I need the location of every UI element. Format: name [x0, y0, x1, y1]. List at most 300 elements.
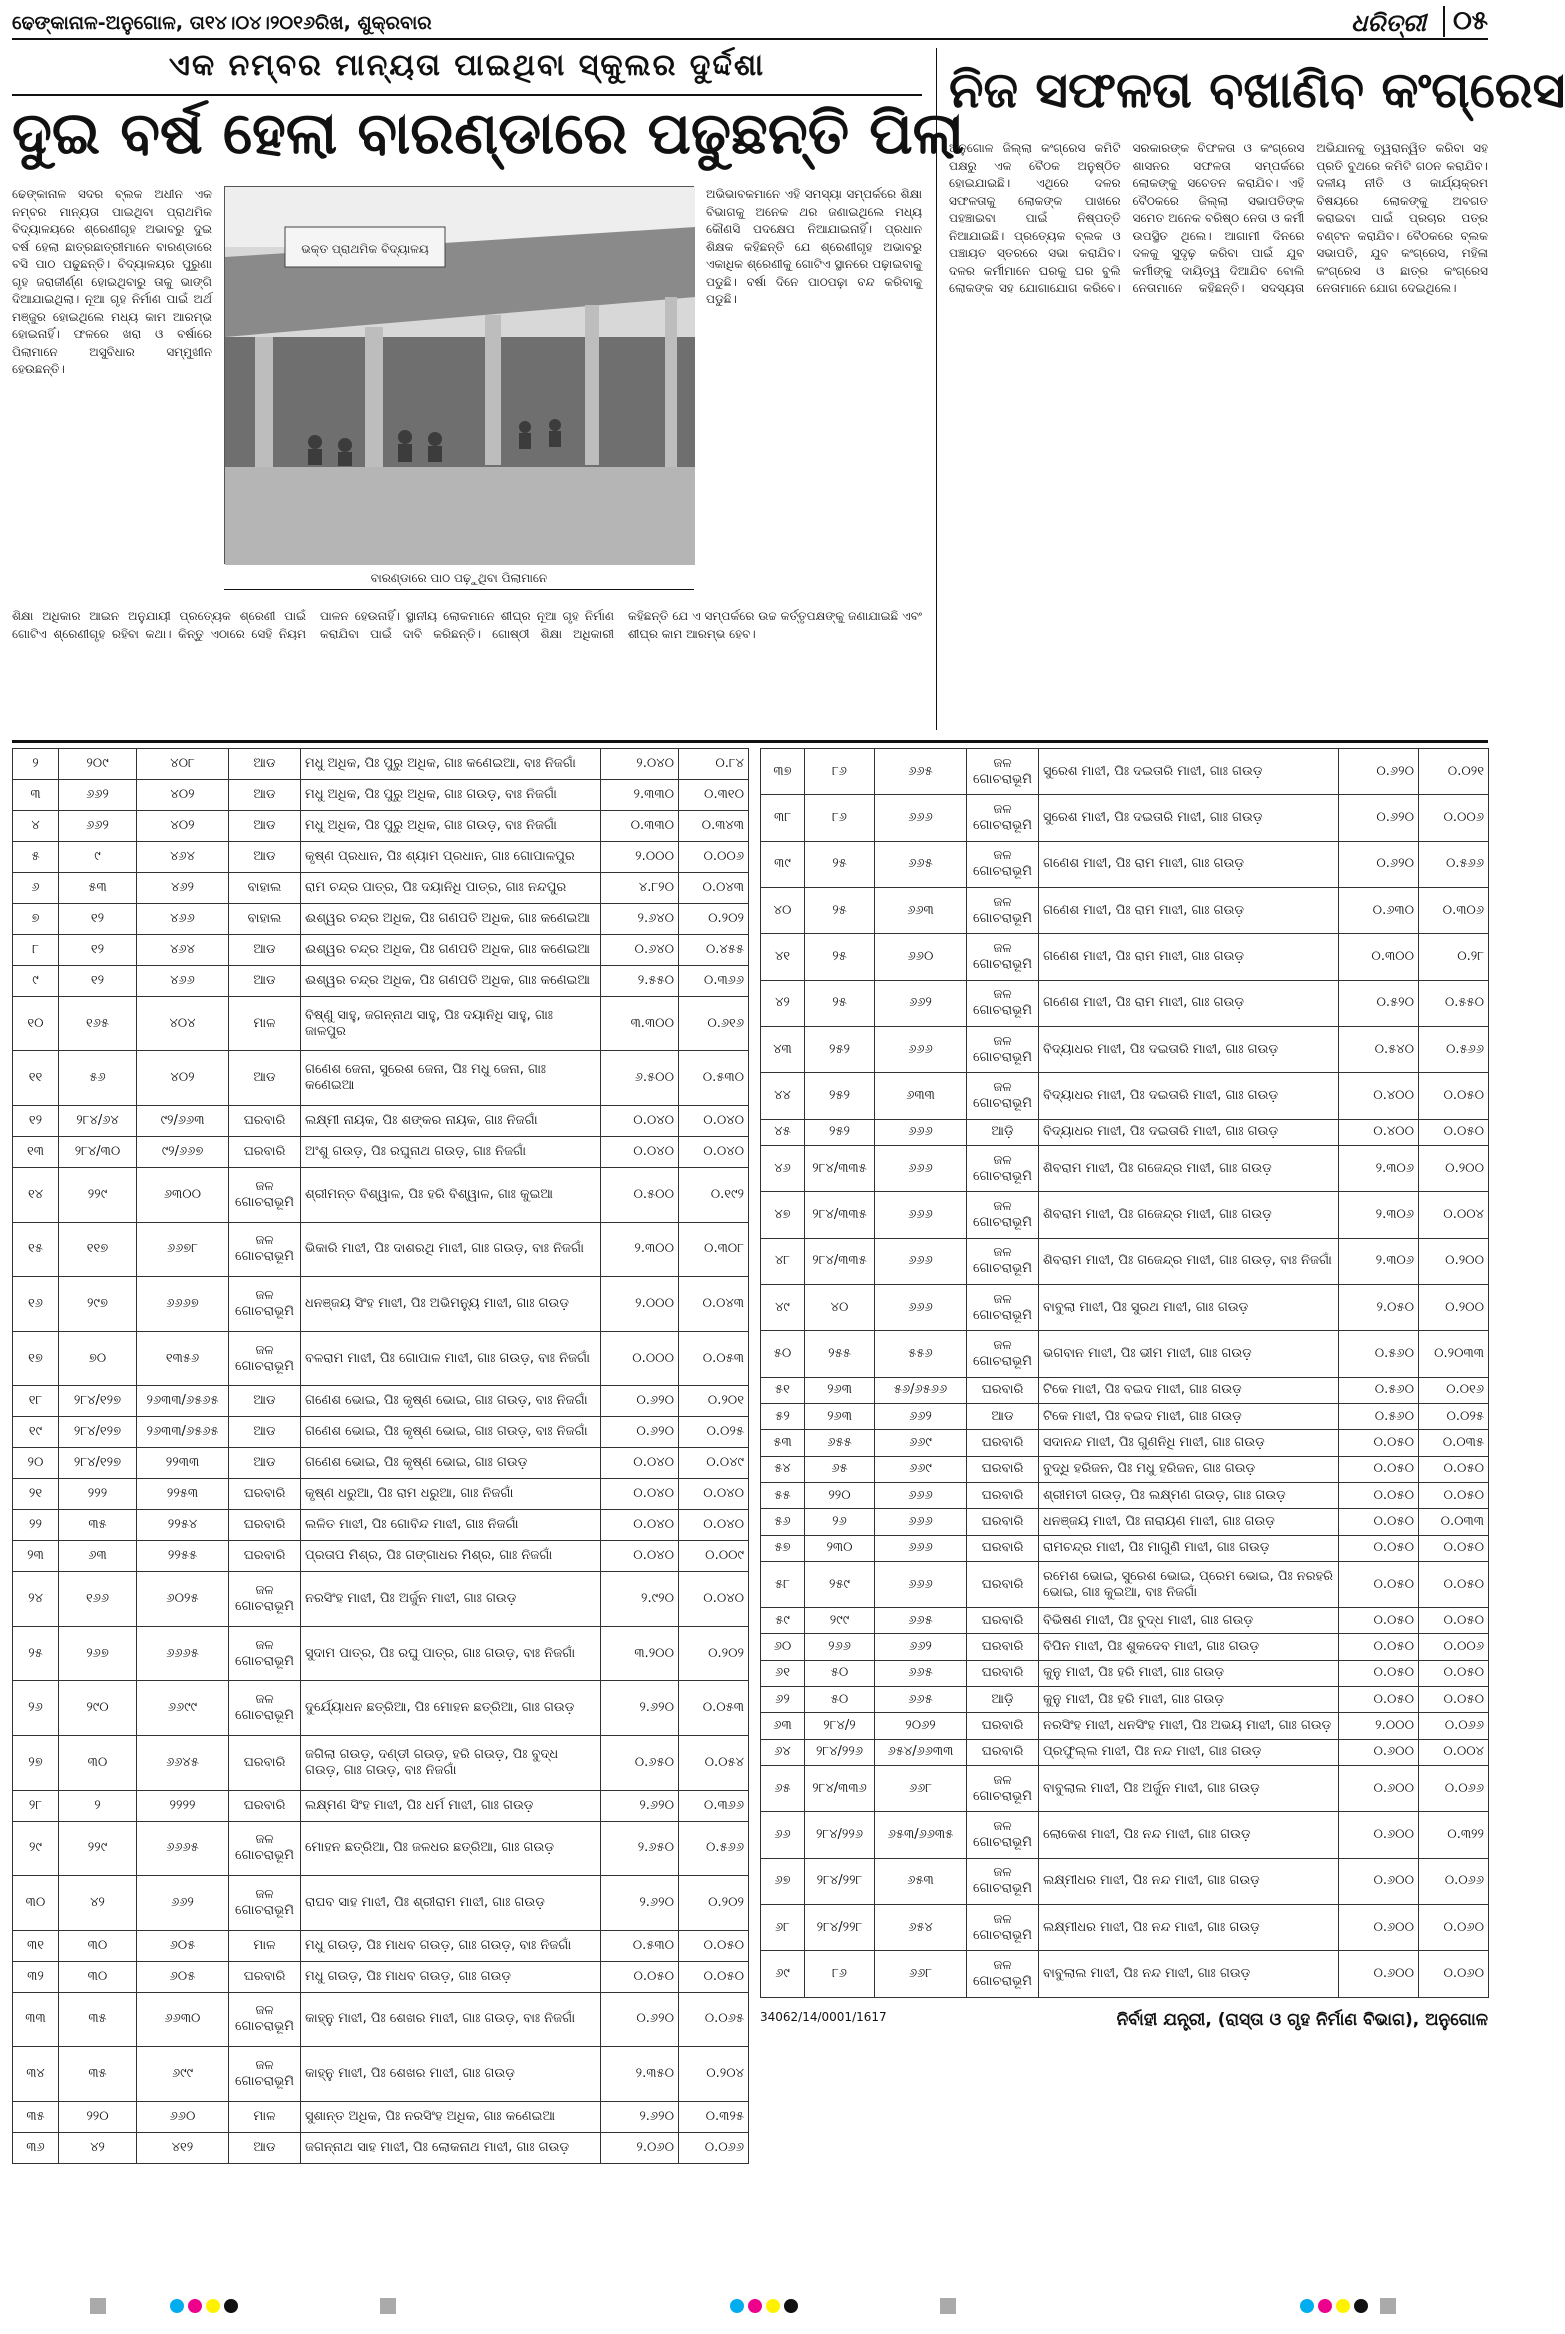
table-cell: ୦.୦୩୩	[1419, 1509, 1489, 1535]
table-cell: ଘରବାରି	[967, 1634, 1039, 1660]
table-cell: ୦.୫୬୦	[1339, 1377, 1419, 1403]
table-cell: ୦.୦୪୦	[601, 1479, 679, 1510]
table-cell: ରାଘବ ସାହ ମାଝୀ, ପିଃ ଶ୍ରୀରାମ ମାଝୀ, ଗାଃ ଗଉଡ଼	[301, 1876, 601, 1931]
table-cell: ୦.୬୨୦	[1339, 795, 1419, 841]
table-cell: ୦.୦୪୩	[679, 872, 749, 903]
table-cell: କାହ୍ନୁ ମାଝୀ, ପିଃ ଶେଖର ମାଝୀ, ଗାଃ ଗଉଡ଼	[301, 2047, 601, 2102]
table-cell: ୨୫	[13, 1626, 59, 1681]
table-row	[13, 1137, 749, 1168]
table-cell: ଜଳ ଗୋଚରାଭୂମି	[967, 1146, 1039, 1192]
school-story	[12, 48, 965, 730]
table-cell: ୮୬	[805, 1951, 875, 1998]
table-row	[13, 1930, 749, 1961]
table-cell: ୪୦	[805, 1285, 875, 1331]
table-cell: ଗଣେଶ ଜେନା, ସୁରେଶ ଜେନା, ପିଃ ମଧୁ ଜେନା, ଗାଃ କଣେଇଆ	[301, 1051, 601, 1106]
table-cell: ୩୪	[13, 2047, 59, 2102]
color-dot	[748, 2299, 762, 2313]
table-cell: ୨.୦୦୦	[601, 841, 679, 872]
table-cell: ୪୧୨	[137, 2132, 229, 2163]
table-cell: ୨୩୦	[805, 1535, 875, 1561]
table-row	[13, 810, 749, 841]
table-cell: ୨୬	[805, 1509, 875, 1535]
table-cell: ୪୩	[761, 1027, 805, 1073]
table-cell: ଆଡ	[229, 810, 301, 841]
gray-patch	[90, 2298, 106, 2314]
table-cell: ୨.୩୩୦	[601, 779, 679, 810]
table-cell: ବିପିନ ମାଝୀ, ପିଃ ଶୁକଦେବ ମାଝୀ, ଗାଃ ଗଉଡ଼	[1039, 1634, 1339, 1660]
gray-patch	[1380, 2298, 1396, 2314]
table-cell: ୬୬୮	[875, 1951, 967, 1998]
table-cell: ୨.୬୨୦	[601, 1876, 679, 1931]
table-cell: ୦.୦୫୦	[1419, 1561, 1489, 1607]
table-cell: ୫୭	[761, 1535, 805, 1561]
table-cell: ଘରବାରି	[967, 1561, 1039, 1607]
table-cell: ୪୬୪	[137, 934, 229, 965]
table-cell: ଗଣେଶ ମାଝୀ, ପିଃ ରାମ ମାଝୀ, ଗାଃ ଗଉଡ଼	[1039, 888, 1339, 934]
table-cell: ନରସିଂହ ମାଝୀ, ଧନସିଂହ ମାଝୀ, ପିଃ ଅଭୟ ମାଝୀ, ଗାଃ ଗଉଡ଼	[1039, 1713, 1339, 1739]
color-dot	[1354, 2299, 1368, 2313]
table-cell: ୦.୬୫୦	[601, 1735, 679, 1790]
table-cell: ୬୬୨	[59, 779, 137, 810]
table-cell: ୬୬୬	[875, 1192, 967, 1238]
table-cell: ମଧୁ ଗଉଡ଼, ପିଃ ମାଧବ ଗଉଡ଼, ଗାଃ ଗଉଡ଼	[301, 1961, 601, 1992]
table-cell: ବାହାଲ	[229, 872, 301, 903]
table-cell: ୭	[13, 903, 59, 934]
table-cell: ଘରବାରି	[229, 1510, 301, 1541]
table-cell: ୦.୫୬୦	[1339, 1404, 1419, 1430]
table-cell: ୪୬	[761, 1146, 805, 1192]
table-cell: ୦.୦୫୦	[1339, 1430, 1419, 1456]
table-cell: ରାମ ଚନ୍ଦ୍ର ପାତ୍ର, ପିଃ ଦୟାନିଧି ପାତ୍ର, ଗାଃ ନନ୍ଦପୁର	[301, 872, 601, 903]
table-row	[13, 1681, 749, 1736]
table-row	[13, 1821, 749, 1876]
table-cell: ଘରବାରି	[229, 1479, 301, 1510]
table-cell: ମଧୁ ଗଉଡ଼, ପିଃ ମାଧବ ଗଉଡ଼, ଗାଃ ଗଉଡ଼, ବାଃ ନିଜଗାଁ	[301, 1930, 601, 1961]
color-dot	[1318, 2299, 1332, 2313]
table-cell: କୁନୁ ମାଝୀ, ପିଃ ହରି ମାଝୀ, ଗାଃ ଗଉଡ଼	[1039, 1687, 1339, 1713]
table-cell: ୦.୪୫୫	[679, 934, 749, 965]
table-cell: ଜଳ ଗୋଚରାଭୂମି	[967, 795, 1039, 841]
table-cell: ୬୧	[761, 1660, 805, 1686]
table-cell: ୧୬	[13, 1277, 59, 1332]
table-cell: ୫	[13, 841, 59, 872]
table-cell: ଆଡ	[229, 1386, 301, 1417]
table-cell: ୦.୬୧୬	[679, 996, 749, 1051]
table-cell: ୦.୩୨୫	[679, 2101, 749, 2132]
table-cell: ୨୨୯	[59, 1821, 137, 1876]
table-cell: ଲକ୍ଷ୍ମୀଧର ମାଝୀ, ପିଃ ନନ୍ଦ ମାଝୀ, ଗାଃ ଗଉଡ଼	[1039, 1905, 1339, 1951]
table-cell: ମଧୁ ଅଧିକ, ପିଃ ପୁରୁ ଅଧିକ, ଗାଃ ଗଉଡ଼, ବାଃ ନିଜଗାଁ	[301, 779, 601, 810]
table-cell: ୫୦	[761, 1331, 805, 1377]
table-row	[761, 1634, 1489, 1660]
table-cell: ୬୬୬୫	[137, 1821, 229, 1876]
table-cell: ୦.୦୫୦	[1419, 1119, 1489, 1145]
table-cell: ୦.୦୪୦	[679, 1479, 749, 1510]
table-cell: ୬୪	[761, 1739, 805, 1765]
table-cell: ୨୮୪/୩୩୫	[805, 1238, 875, 1284]
table-cell: ୦.୦୩୫	[1419, 1430, 1489, 1456]
table-row	[13, 872, 749, 903]
table-cell: ଶିବରାମ ମାଝୀ, ପିଃ ଗଜେନ୍ଦ୍ର ମାଝୀ, ଗାଃ ଗଉଡ଼	[1039, 1146, 1339, 1192]
table-cell: ୬୬୬	[875, 1119, 967, 1145]
table-cell: ୦.୦୦୯	[679, 1541, 749, 1572]
table-cell: ଗଣେଶ ଭୋଇ, ପିଃ କୃଷ୍ଣ ଭୋଇ, ଗାଃ ଗଉଡ଼, ବାଃ ନିଜଗାଁ	[301, 1417, 601, 1448]
table-cell: ୪୨	[761, 980, 805, 1026]
table-cell: ୦.୦୪୯	[679, 1448, 749, 1479]
table-cell: ଈଶ୍ୱର ଚନ୍ଦ୍ର ଅଧିକ, ପିଃ ଗଣପତି ଅଧିକ, ଗାଃ କଣେଇଆ	[301, 965, 601, 996]
table-cell: ୩୦	[59, 1735, 137, 1790]
table-cell: ଘରବାରି	[967, 1739, 1039, 1765]
table-cell: ଆଡ	[229, 965, 301, 996]
table-cell: ୫୫୬	[875, 1331, 967, 1377]
table-cell: ସୁଦାମ ପାତ୍ର, ପିଃ ରଘୁ ପାତ୍ର, ଗାଃ ଗଉଡ଼, ବାଃ ନିଜଗାଁ	[301, 1626, 601, 1681]
table-cell: ଜଳ ଗୋଚରାଭୂମି	[967, 1027, 1039, 1073]
table-cell: ଜଳ ଗୋଚରାଭୂମି	[229, 1222, 301, 1277]
table-cell: ଜଳ ଗୋଚରାଭୂମି	[967, 1765, 1039, 1811]
table-cell: ୬୦	[761, 1634, 805, 1660]
table-cell: ୬୬୦	[875, 934, 967, 980]
masthead	[12, 6, 1488, 40]
table-cell: ମଧୁ ଅଧିକ, ପିଃ ପୁରୁ ଅଧିକ, ଗାଃ ଗଉଡ଼, ବାଃ ନିଜଗାଁ	[301, 810, 601, 841]
table-cell: ୮୬	[805, 795, 875, 841]
table-cell: ଜଳ ଗୋଚରାଭୂମି	[967, 1331, 1039, 1377]
table-cell: ୬୬୭୮	[137, 1222, 229, 1277]
table-cell: ୦.୦୪୦	[679, 1572, 749, 1627]
table-cell: ୨	[13, 749, 59, 780]
table-cell: ବିଷ୍ଣୁ ସାହୁ, ଜଗନ୍ନାଥ ସାହୁ, ପିଃ ଦୟାନିଧି ସାହୁ, ଗାଃ ଜାଳପୁର	[301, 996, 601, 1051]
table-cell: ବାବୁଲାଲ ମାଝୀ, ପିଃ ନନ୍ଦ ମାଝୀ, ଗାଃ ଗଉଡ଼	[1039, 1951, 1339, 1998]
table-cell: ୨୮୪/୨୨୮	[805, 1905, 875, 1951]
table-cell: ଟିକେ ମାଝୀ, ପିଃ ବଇଦ ମାଝୀ, ଗାଃ ଗଉଡ଼	[1039, 1377, 1339, 1403]
table-row	[761, 1482, 1489, 1508]
table-row	[761, 1561, 1489, 1607]
color-dot	[766, 2299, 780, 2313]
table-cell: ୦.୫୨୦	[1339, 980, 1419, 1026]
school-signboard: ଭକ୍ତ ପ୍ରାଥମିକ ବିଦ୍ୟାଳୟ	[301, 242, 429, 256]
table-cell: ୦.୩୧୦	[679, 779, 749, 810]
table-row	[13, 2132, 749, 2163]
table-cell: ୨୨୫୫	[137, 1541, 229, 1572]
table-row	[761, 1858, 1489, 1904]
table-cell: ୫୨	[761, 1404, 805, 1430]
table-row	[13, 1541, 749, 1572]
table-cell: ୦.୦୫୦	[601, 1961, 679, 1992]
table-cell: ୩୦	[13, 1876, 59, 1931]
table-cell: ୦.୬୩୦	[1339, 888, 1419, 934]
table-cell: ୪୦୮	[137, 749, 229, 780]
table-cell: ଘରବାରି	[229, 1137, 301, 1168]
table-cell: ୦.୩୪୩	[679, 810, 749, 841]
table-cell: ୯୨/୬୬୭	[137, 1137, 229, 1168]
table-cell: ଧନଞ୍ଜୟ ମାଝୀ, ପିଃ ନାରାୟଣ ମାଝୀ, ଗାଃ ଗଉଡ଼	[1039, 1509, 1339, 1535]
story-body-right: ଅଭିଭାବକମାନେ ଏହି ସମସ୍ୟା ସମ୍ପର୍କରେ ଶିକ୍ଷା ବିଭାଗକୁ ଅନେକ ଥର ଜଣାଇଥିଲେ ମଧ୍ୟ କୌଣସି ପଦକ୍ଷେପ ନିଆଯାଇନାହିଁ। ପ୍ରଧାନ ଶିକ୍ଷକ କହିଛନ୍ତି ଯେ ଶ୍ରେଣୀଗୃହ ଅଭାବରୁ ଏକାଧିକ ଶ୍ରେଣୀକୁ ଗୋଟିଏ ସ୍ଥାନରେ ପଢ଼ାଇବାକୁ ପଡୁଛି। ବର୍ଷା ଦିନେ ପାଠପଢ଼ା ବନ୍ଦ କରିବାକୁ ପଡୁଛି।	[706, 187, 922, 306]
table-cell: ୬୬୨	[875, 1404, 967, 1430]
table-cell: ଘରବାରି	[967, 1482, 1039, 1508]
table-cell: ଘରବାରି	[967, 1535, 1039, 1561]
table-cell: ଆଡ	[229, 1448, 301, 1479]
table-cell: ୬୫୩/୬୬୩୫	[875, 1812, 967, 1858]
table-cell: ୪	[13, 810, 59, 841]
table-cell: ୬୬୩	[875, 888, 967, 934]
table-cell: ଲଳିତ ମାଝୀ, ପିଃ ଗୋବିନ୍ଦ ମାଝୀ, ଗାଃ ନିଜଗାଁ	[301, 1510, 601, 1541]
table-row	[761, 1713, 1489, 1739]
table-cell: ୦.୬୨୦	[1339, 749, 1419, 795]
table-cell: ଆଡ	[229, 841, 301, 872]
table-cell: ଗଣେଶ ଭୋଇ, ପିଃ କୃଷ୍ଣ ଭୋଇ, ଗାଃ ଗଉଡ଼	[301, 1448, 601, 1479]
table-row	[761, 1456, 1489, 1482]
table-cell: ୬୫୪	[875, 1905, 967, 1951]
table-row	[761, 1377, 1489, 1403]
table-cell: ୦.୦୬୦	[1419, 1905, 1489, 1951]
table-cell: ୦.୨୦୦	[1419, 1238, 1489, 1284]
table-cell: ୦.୦୫୦	[1419, 1482, 1489, 1508]
table-cell: ୬୬୨	[59, 810, 137, 841]
table-row	[13, 1510, 749, 1541]
table-cell: ୨୩	[13, 1541, 59, 1572]
table-cell: ୩୦	[59, 1961, 137, 1992]
table-cell: ୨୫୨	[805, 1119, 875, 1145]
table-cell: ୦.୦୫୪	[679, 1735, 749, 1790]
table-row	[761, 1608, 1489, 1634]
table-cell: ୬୬୨	[875, 1634, 967, 1660]
table-cell: ଘରବାରି	[229, 1106, 301, 1137]
table-cell: ଜଳ ଗୋଚରାଭୂମି	[967, 888, 1039, 934]
table-cell: ୬୨	[761, 1687, 805, 1713]
table-cell: ୨୮୪/୨	[805, 1713, 875, 1739]
table-cell: ୨.୬୨୦	[601, 1790, 679, 1821]
table-cell: ୩୯	[761, 841, 805, 887]
table-cell: ଜଳ ଗୋଚରାଭୂମି	[229, 1277, 301, 1332]
table-cell: ୦.୦୦୬	[1419, 795, 1489, 841]
table-cell: ୪.୮୨୦	[601, 872, 679, 903]
table-cell: ୪୬୨	[137, 872, 229, 903]
table-cell: ମାଳ	[229, 996, 301, 1051]
table-cell: ଜଳ ଗୋଚରାଭୂମି	[967, 1905, 1039, 1951]
table-cell: ୦.୦୫୦	[1339, 1456, 1419, 1482]
table-cell: ଘରବାରି	[229, 1961, 301, 1992]
table-cell: ୧୭	[13, 1331, 59, 1386]
table-cell: ୨୬୩୩/୬୫୬୫	[137, 1417, 229, 1448]
table-cell: ୨୮୪/୧୨୭	[59, 1417, 137, 1448]
table-cell: ୦.୬୦୦	[1339, 1951, 1419, 1998]
table-cell: ୦.୮୪	[679, 749, 749, 780]
table-cell: ୨୧	[13, 1479, 59, 1510]
table-cell: ୦.୨୦୦	[1419, 1285, 1489, 1331]
table-cell: ୦.୦୫୦	[1339, 1561, 1419, 1607]
table-cell: ୧୩	[13, 1137, 59, 1168]
table-cell: ମାଳ	[229, 2101, 301, 2132]
table-cell: ୪୨	[59, 1876, 137, 1931]
table-cell: ୫୬	[59, 1051, 137, 1106]
table-cell: ୪୪	[761, 1073, 805, 1119]
table-cell: ୦.୦୫୦	[1339, 1687, 1419, 1713]
table-cell: ୨୬୭	[59, 1626, 137, 1681]
table-cell: ଦୁର୍ଯ୍ୟୋଧନ ଛତ୍ରିଆ, ପିଃ ମୋହନ ଛତ୍ରିଆ, ଗାଃ ଗଉଡ଼	[301, 1681, 601, 1736]
table-cell: ୧୮	[13, 1386, 59, 1417]
table-row	[761, 1146, 1489, 1192]
table-row	[13, 1479, 749, 1510]
table-cell: ରାମଚନ୍ଦ୍ର ମାଝୀ, ପିଃ ମାଗୁଣି ମାଝୀ, ଗାଃ ଗଉଡ଼	[1039, 1535, 1339, 1561]
table-cell: ୬୩୩	[875, 1073, 967, 1119]
story-body-bottom: ଶିକ୍ଷା ଅଧିକାର ଆଇନ ଅନୁଯାୟୀ ପ୍ରତ୍ୟେକ ଶ୍ରେଣୀ ପାଇଁ ଗୋଟିଏ ଶ୍ରେଣୀଗୃହ ରହିବା କଥା। କିନ୍ତୁ ଏଠାରେ ସେହି ନିୟମ ପାଳନ ହେଉନାହିଁ। ସ୍ଥାନୀୟ ଲୋକମାନେ ଶୀଘ୍ର ନୂଆ ଗୃହ ନିର୍ମାଣ କରାଯିବା ପାଇଁ ଦାବି କରିଛନ୍ତି। ଗୋଷ୍ଠୀ ଶିକ୍ଷା ଅଧିକାରୀ କହିଛନ୍ତି ଯେ ଏ ସମ୍ପର୍କରେ ଉଚ୍ଚ କର୍ତ୍ତୃପକ୍ଷଙ୍କୁ ଜଣାଯାଇଛି ଏବଂ ଶୀଘ୍ର କାମ ଆରମ୍ଭ ହେବ।	[12, 609, 922, 641]
table-cell: ୩.୨୦୦	[601, 1626, 679, 1681]
table-cell: ୦.୫୩୦	[601, 1930, 679, 1961]
school-verandah-image	[225, 187, 695, 565]
table-cell: ୦.୨୮	[1419, 934, 1489, 980]
table-cell: ୦.୨୦୨	[679, 1626, 749, 1681]
table-cell: ୦.୩୦୦	[1339, 934, 1419, 980]
table-row	[13, 1106, 749, 1137]
table-cell: ୦.୦୫୦	[1419, 1535, 1489, 1561]
table-cell: ଲକ୍ଷ୍ମଣ ସିଂହ ମାଝୀ, ପିଃ ଧର୍ମ ମାଝୀ, ଗାଃ ଗଉଡ଼	[301, 1790, 601, 1821]
table-cell: ଜଳ ଗୋଚରାଭୂମି	[967, 841, 1039, 887]
table-cell: ବଳରାମ ମାଝୀ, ପିଃ ଗୋପାଳ ମାଝୀ, ଗାଃ ଗଉଡ଼, ବାଃ ନିଜଗାଁ	[301, 1331, 601, 1386]
table-cell: ୨	[59, 1790, 137, 1821]
table-cell: ୬୬୬	[875, 1285, 967, 1331]
table-cell: ୬୫	[805, 1456, 875, 1482]
table-row	[761, 1509, 1489, 1535]
table-cell: ୨୪	[13, 1572, 59, 1627]
table-cell: ୨.୩୫୦	[601, 2047, 679, 2102]
table-cell: ୦.୦୦୦	[601, 1331, 679, 1386]
table-cell: ୭୦	[59, 1331, 137, 1386]
table-cell: ୨୮୪/୩୦	[59, 1137, 137, 1168]
table-row	[13, 1735, 749, 1790]
table-cell: ୬.୫୦୦	[601, 1051, 679, 1106]
table-cell: ୦.୩୬୬	[679, 965, 749, 996]
table-row	[13, 903, 749, 934]
table-cell: ୯	[13, 965, 59, 996]
dateline: ଢେଙ୍କାନାଳ-ଅନୁଗୋଳ, ତା୧୪।୦୪।୨୦୧୬ରିଖ, ଶୁକ୍ରବାର	[12, 12, 432, 34]
table-row	[13, 1626, 749, 1681]
table-cell: ୧୨	[59, 934, 137, 965]
table-cell: ୬୬୬	[875, 1509, 967, 1535]
table-cell: ଜଳ ଗୋଚରାଭୂମି	[967, 1192, 1039, 1238]
table-cell: ଶିବରାମ ମାଝୀ, ପିଃ ଗଜେନ୍ଦ୍ର ମାଝୀ, ଗାଃ ଗଉଡ଼	[1039, 1192, 1339, 1238]
table-row	[13, 1417, 749, 1448]
table-cell: ୧୪	[13, 1168, 59, 1223]
congress-story	[936, 48, 1565, 730]
table-cell: ୨୦	[13, 1448, 59, 1479]
table-cell: ୧୦	[13, 996, 59, 1051]
story-headline: ଦୁଇ ବର୍ଷ ହେଲା ବାରଣ୍ଡାରେ ପଢୁଛନ୍ତି ପିଲା	[12, 99, 965, 167]
page-number: ୦୫	[1443, 6, 1488, 37]
table-cell: ୦.୦୫୦	[1339, 1482, 1419, 1508]
table-row	[13, 1168, 749, 1223]
table-cell: ୨୨୫୪	[137, 1510, 229, 1541]
table-cell: ରମେଶ ଭୋଇ, ସୁରେଶ ଭୋଇ, ପ୍ରେମ ଭୋଇ, ପିଃ ନରହରି ଭୋଇ, ଗାଃ କୁଇଆ, ବାଃ ନିଜଗାଁ	[1039, 1561, 1339, 1607]
table-cell: ୩୧	[13, 1930, 59, 1961]
notice-code: 34062/14/0001/1617	[760, 2010, 887, 2024]
table-row	[761, 1905, 1489, 1951]
table-cell: ୨୬	[13, 1681, 59, 1736]
table-cell: ୩	[13, 779, 59, 810]
table-cell: ୧୧	[13, 1051, 59, 1106]
table-cell: ୦.୫୬୦	[1339, 1331, 1419, 1377]
table-cell: ୬୬୬୭	[137, 1277, 229, 1332]
table-cell: ଜଗିଲା ଗଉଡ଼, ଦଣ୍ଡୀ ଗଉଡ଼, ହରି ଗଉଡ଼, ପିଃ ବୁଦ୍ଧ ଗଉଡ଼, ଗାଃ ଗଉଡ଼, ବାଃ ନିଜଗାଁ	[301, 1735, 601, 1790]
table-row	[761, 888, 1489, 934]
table-cell: ୨୨	[13, 1510, 59, 1541]
table-cell: ୦.୦୫୦	[679, 1961, 749, 1992]
table-cell: ୩୫	[59, 1510, 137, 1541]
table-cell: ଆଡ	[229, 1417, 301, 1448]
table-cell: ୦.୩୬୬	[679, 1790, 749, 1821]
table-cell: ୦.୦୬୬	[1419, 1858, 1489, 1904]
table-cell: ୨୨୯	[59, 1168, 137, 1223]
table-cell: ୬୬୩୦	[137, 1992, 229, 2047]
table-cell: ୦.୫୬୬	[1419, 1027, 1489, 1073]
color-dot	[206, 2299, 220, 2313]
table-cell: ୦.୫୩୦	[679, 1051, 749, 1106]
table-cell: ଜଳ ଗୋଚରାଭୂମି	[967, 749, 1039, 795]
table-cell: ପ୍ରଫୁଲ୍ଲ ମାଝୀ, ପିଃ ନନ୍ଦ ମାଝୀ, ଗାଃ ଗଉଡ଼	[1039, 1739, 1339, 1765]
table-cell: ୩୬	[13, 2132, 59, 2163]
table-cell: ଭଗବାନ ମାଝୀ, ପିଃ ଭୀମ ମାଝୀ, ଗାଃ ଗଉଡ଼	[1039, 1331, 1339, 1377]
table-cell: ୧୨	[59, 903, 137, 934]
table-cell: ୦.୦୬୬	[1419, 1713, 1489, 1739]
table-cell: ୪୦୨	[137, 779, 229, 810]
table-cell: ଈଶ୍ୱର ଚନ୍ଦ୍ର ଅଧିକ, ପିଃ ଗଣପତି ଅଧିକ, ଗାଃ କଣେଇଆ	[301, 934, 601, 965]
table-cell: ୬୫୫	[805, 1430, 875, 1456]
table-row	[761, 1812, 1489, 1858]
table-row	[761, 1404, 1489, 1430]
table-cell: ୬୬୫	[875, 841, 967, 887]
table-cell: ୪୦୨	[137, 1051, 229, 1106]
table-cell: ୦.୦୦୬	[1419, 1634, 1489, 1660]
table-cell: ବୁଦ୍ଧି ହରିଜନ, ପିଃ ମଧୁ ହରିଜନ, ଗାଃ ଗଉଡ଼	[1039, 1456, 1339, 1482]
table-row	[761, 841, 1489, 887]
table-cell: ୪୦୨	[137, 810, 229, 841]
table-cell: ୬୬୦	[137, 2101, 229, 2132]
table-cell: ୫୯	[761, 1608, 805, 1634]
table-cell: ୦.୫୬୬	[1419, 841, 1489, 887]
table-cell: ୨.୩୦୬	[1339, 1238, 1419, 1284]
gray-patch	[940, 2298, 956, 2314]
table-cell: ଲକ୍ଷ୍ମୀ ନାୟକ, ପିଃ ଶଙ୍କର ନାୟକ, ଗାଃ ନିଜଗାଁ	[301, 1106, 601, 1137]
table-cell: ୯୨/୬୬୩	[137, 1106, 229, 1137]
table-cell: ୬୯	[761, 1951, 805, 1998]
table-cell: ୦.୫୬୬	[679, 1821, 749, 1876]
table-cell: ୬୬୯	[875, 1456, 967, 1482]
table-cell: ୨୮୪/୨୨୬	[805, 1812, 875, 1858]
table-cell: ୦.୦୫୩	[679, 1331, 749, 1386]
table-cell: ୦.୩୨୨	[1419, 1812, 1489, 1858]
table-cell: ୦.୦୫୦	[1419, 1687, 1489, 1713]
table-row	[13, 1961, 749, 1992]
table-cell: ୬୬୫	[875, 1660, 967, 1686]
table-cell: ୨.୬୨୦	[601, 2101, 679, 2132]
table-cell: ୦.୦୫୦	[1419, 1073, 1489, 1119]
table-cell: ୦.୦୬୫	[679, 1992, 749, 2047]
table-cell: ୧୩୫୬	[137, 1331, 229, 1386]
table-cell: ୦.୦୨୧	[1419, 749, 1489, 795]
table-cell: ୨୫୨	[805, 1073, 875, 1119]
table-cell: ୦.୫୪୦	[1339, 1027, 1419, 1073]
table-row	[761, 980, 1489, 1026]
table-row	[761, 1238, 1489, 1284]
table-cell: ୬୬୪୫	[137, 1735, 229, 1790]
table-cell: ୨.୩୦୬	[1339, 1146, 1419, 1192]
table-cell: ୨୯୦	[59, 1681, 137, 1736]
table-cell: ଜଳ ଗୋଚରାଭୂମି	[229, 2047, 301, 2102]
table-cell: ୦.୩୦୮	[679, 1222, 749, 1277]
table-cell: ଘରବାରି	[967, 1713, 1039, 1739]
table-cell: ୦.୨୦୩୩	[1419, 1331, 1489, 1377]
table-cell: ନରସିଂହ ମାଝୀ, ପିଃ ଅର୍ଜୁନ ମାଝୀ, ଗାଃ ଗଉଡ଼	[301, 1572, 601, 1627]
table-cell: ୦.୦୫୦	[1419, 1608, 1489, 1634]
table-cell: ଆଡ	[967, 1404, 1039, 1430]
